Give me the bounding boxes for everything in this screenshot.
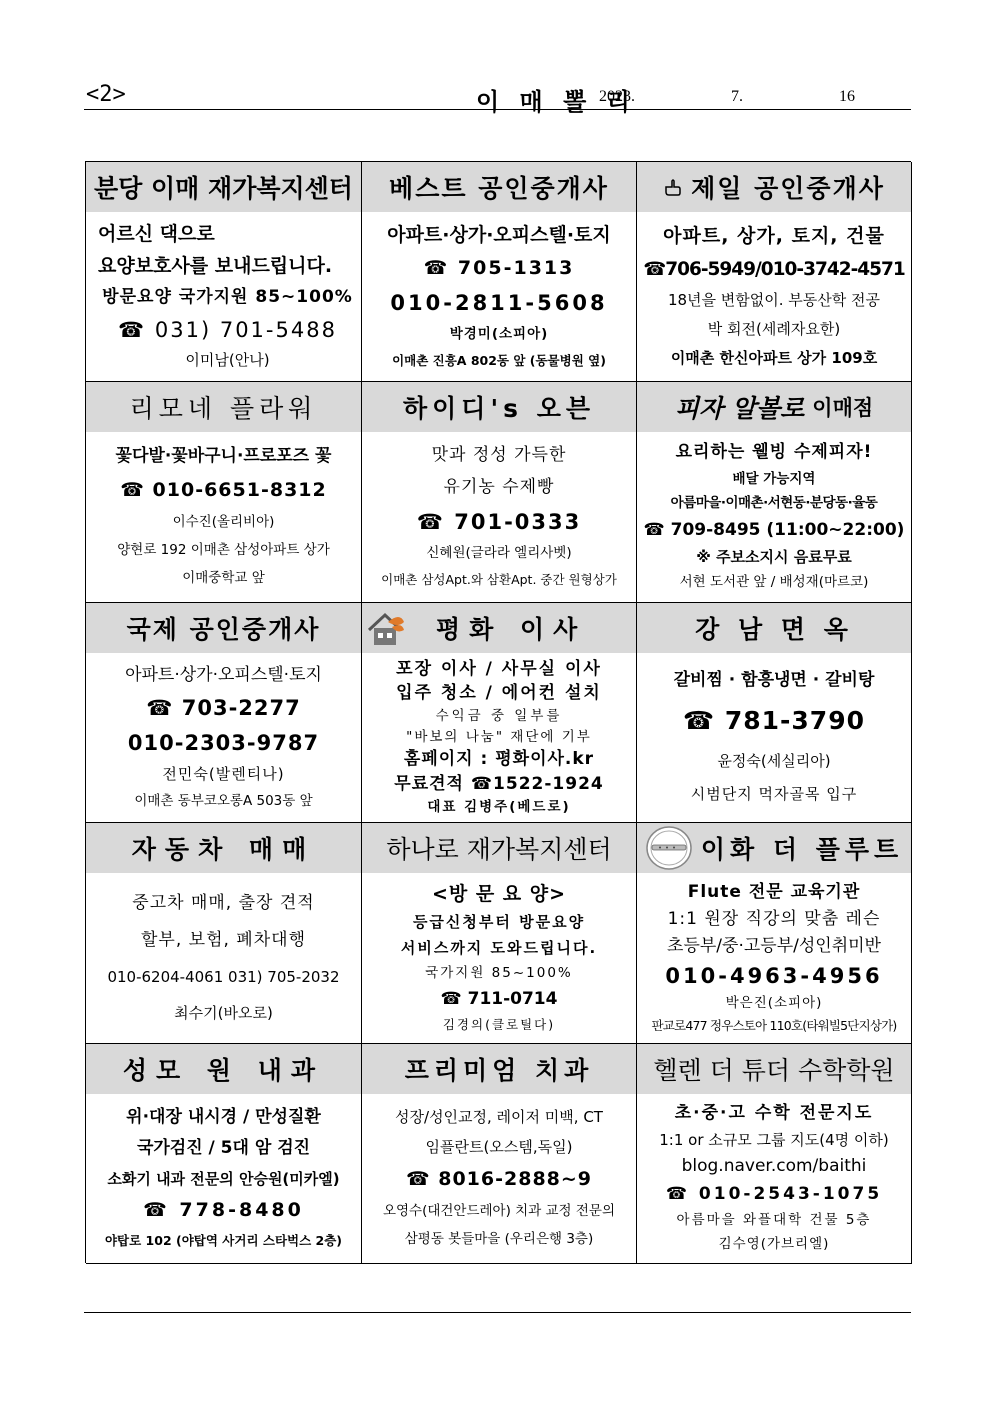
card-title: [86, 162, 361, 212]
card-address: 양현로 192 이매촌 삼성아파트 상가: [117, 541, 330, 558]
ad-card-heidi-oven: [362, 382, 637, 602]
card-line: 1:1 원장 직강의 맞춤 레슨: [667, 908, 881, 929]
card-address: 야탑로 102 (야탑역 사거리 스타벅스 2층): [104, 1233, 343, 1249]
card-phone: ☎ 031) 701-5488: [118, 317, 337, 342]
card-line: 맛과 정성 가득한: [431, 445, 567, 466]
card-title-text: 헬렌 더 튜더 수학학원: [653, 1055, 895, 1085]
card-phone: ☎ 8016-2888~9: [405, 1168, 593, 1191]
card-address: 삼평동 봇들마을 (우리은행 3층): [404, 1231, 594, 1248]
card-phone: ☎ 010-2543-1075: [665, 1184, 883, 1205]
card-address: 이매촌 진흥A 802동 앞 (동물병원 옆): [392, 352, 606, 368]
card-phone: 010-6204-4061 031) 705-2032: [107, 968, 340, 987]
card-line: 아파트·상가·오피스텔·토지: [125, 664, 322, 685]
card-title: [362, 162, 636, 212]
card-contact: 대표 김병주(베드로): [427, 798, 571, 815]
card-title-text: 이화 더 플루트: [700, 835, 904, 865]
card-line: 18년을 변함없이. 부동산학 전공: [667, 291, 881, 310]
card-line: 아름마을·이매촌·서현동·분당동·율동: [670, 495, 878, 512]
ad-card-premium-dental: [362, 1044, 637, 1264]
card-title-text: 하이디's 오븐: [403, 394, 595, 424]
card-title-text: 자동차 매매: [131, 835, 316, 865]
card-phone: ☎ 781-3790: [683, 706, 865, 736]
ad-card-seongmo-clinic: [86, 1044, 362, 1264]
card-phone: 010-2811-5608: [390, 291, 608, 316]
card-line: 서비스까지 도와드립니다.: [400, 938, 598, 957]
card-line: 국가검진 / 5대 암 검진: [136, 1138, 311, 1159]
card-address: 이매촌 한신아파트 상가 109호: [670, 349, 878, 368]
card-contact: 박경미(소피아): [449, 325, 549, 342]
card-address: 이매촌 동부코오롱A 503동 앞: [134, 792, 313, 809]
card-line: 어르신 댁으로: [98, 223, 215, 246]
card-phone: ☎ 701-0333: [416, 509, 582, 534]
card-title-text: 리모네 플라워: [129, 394, 318, 424]
card-contact: 박 회전(세례자요한): [707, 320, 841, 339]
ad-card-limone-flower: [86, 382, 362, 602]
footer-rule: [84, 1312, 911, 1313]
card-contact: 박은진(소피아): [725, 994, 823, 1011]
ad-card-hanaro-welfare: [362, 823, 637, 1043]
card-title: [637, 823, 911, 873]
card-contact: 이미남(안나): [185, 351, 270, 369]
card-phone: ☎ 705-1313: [423, 257, 575, 280]
card-line: 요양보호사를 보내드립니다.: [98, 255, 333, 278]
card-line: 1:1 or 소규모 그룹 지도(4명 이하): [659, 1130, 889, 1149]
ad-card-jeil-realty: [637, 162, 912, 382]
card-line: 국가지원 85~100%: [425, 964, 573, 981]
card-address: 아름마을 와플대학 건물 5층: [676, 1212, 872, 1229]
ad-card-helen-math: [637, 1044, 912, 1264]
issue-date: 2023. 7. 16: [599, 88, 855, 105]
card-address: 시범단지 먹자골목 입구: [690, 785, 858, 804]
card-phone: ☎ 778-8480: [143, 1199, 304, 1222]
card-line: 아파트, 상가, 토지, 건물: [663, 224, 885, 247]
card-line: 중고차 매매, 출장 견적: [132, 892, 315, 913]
ad-card-pizza-alvolo: [637, 382, 912, 602]
card-phone: 무료견적 ☎1522-1924: [394, 773, 604, 794]
card-title-text: 국제 공인중개사: [126, 614, 321, 644]
card-line: 포장 이사 / 사무실 이사: [396, 658, 602, 679]
card-title-text: 하나로 재가복지센터: [386, 835, 612, 865]
page-header: [84, 82, 911, 116]
hand-pointing-icon: [663, 177, 683, 197]
card-contact: 전민숙(발렌티나): [162, 764, 285, 783]
card-title: [362, 382, 636, 432]
ad-card-best-realty: [362, 162, 637, 382]
card-link: blog.naver.com/baithi: [681, 1156, 867, 1177]
card-line: 요리하는 웰빙 수제피자!: [675, 442, 873, 463]
card-contact: 이수진(올리비아): [172, 513, 275, 530]
card-title-text: 피자 알볼로: [674, 394, 805, 424]
newsletter-title: 이 매 뽈 리: [476, 88, 636, 116]
ad-card-pyeonghwa-moving: [362, 603, 637, 823]
ad-card-gukje-realty: [86, 603, 362, 823]
ad-card-bundang-welfare: [86, 162, 362, 382]
card-contact: 신혜원(글라라 엘리사벳): [426, 544, 572, 561]
header-rule: [84, 109, 911, 110]
card-line: 배달 가능지역: [732, 470, 816, 487]
card-line: 꽃다발·꽃바구니·프로포즈 꽃: [115, 446, 332, 467]
card-phone: ☎ 010-6651-8312: [120, 478, 327, 501]
ad-grid: [85, 161, 911, 1263]
card-title-text: 강 남 면 옥: [695, 614, 853, 644]
card-title-text: 분당 이매 재가복지센터: [94, 174, 353, 203]
card-line: 할부, 보험, 폐차대행: [141, 930, 306, 951]
card-line: 갈비찜 · 함흥냉면 · 갈비탕: [673, 670, 875, 691]
card-phone: ☎ 711-0714: [440, 988, 558, 1009]
card-contact: 김경의(클로틸다): [442, 1016, 556, 1032]
card-address: 이매중학교 앞: [182, 570, 265, 587]
ad-card-gangnam-myeonok: [637, 603, 912, 823]
card-line: 유기농 수제빵: [443, 477, 555, 497]
card-line: "바보의 나눔" 재단에 기부: [406, 728, 592, 745]
card-title: [86, 823, 361, 873]
card-phone: 010-2303-9787: [127, 730, 320, 755]
card-line: 등급신청부터 방문요양: [412, 913, 586, 932]
card-title: [637, 162, 911, 212]
card-phone: 010-4963-4956: [665, 963, 883, 988]
card-title: [362, 1044, 636, 1094]
card-line: 위·대장 내시경 / 만성질환: [126, 1106, 321, 1127]
card-title-text: 평화 이사: [436, 614, 587, 644]
card-line: 수익금 중 일부를: [435, 708, 563, 725]
card-title: [86, 603, 361, 653]
card-line: 초·중·고 수학 전문지도: [674, 1102, 874, 1123]
card-line: 입주 청소 / 에어컨 설치: [396, 683, 602, 704]
card-link: 홈페이지 : 평화이사.kr: [403, 749, 595, 770]
card-title: [362, 603, 636, 653]
card-title-text: 성모 원 내과: [122, 1055, 325, 1085]
card-line: 소화기 내과 전문의 안승원(미카엘): [107, 1170, 340, 1189]
ad-card-ewha-flute: [637, 823, 912, 1043]
card-title: [86, 1044, 361, 1094]
card-title-suffix: 이매점: [812, 396, 874, 421]
card-phone: ☎706-5949/010-3742-4571: [643, 259, 905, 281]
flute-logo-icon: [645, 825, 693, 871]
ad-card-car-trading: [86, 823, 362, 1043]
card-line: 초등부/중·고등부/성인취미반: [667, 935, 881, 956]
card-title: [637, 382, 911, 432]
card-address: 판교로477 정우스토아 110호(타워빌5단지상가): [651, 1017, 897, 1033]
card-line: 임플란트(오스템,독일): [425, 1137, 573, 1156]
card-contact: 김수영(가브리엘): [718, 1236, 830, 1253]
card-title-text: 제일 공인중개사: [691, 174, 885, 203]
card-contact: 최수기(바오로): [174, 1003, 273, 1022]
card-line: Flute 전문 교육기관: [687, 881, 861, 902]
card-address: 이매촌 삼성Apt.와 삼환Apt. 중간 원형상가: [381, 572, 617, 588]
card-line: 방문요양 국가지원 85~100%: [102, 287, 353, 308]
card-address: 서현 도서관 앞 / 배성재(마르코): [679, 574, 869, 591]
card-phone: ☎ 703-2277: [146, 695, 301, 720]
card-line: 성장/성인교정, 레이저 미백, CT: [395, 1107, 603, 1126]
page-number: <2>: [86, 82, 126, 107]
card-title: [86, 382, 361, 432]
card-title-text: 프리미엄 치과: [404, 1055, 594, 1085]
card-contact: 오영수(대건안드레아) 치과 교정 전문의: [382, 1202, 616, 1219]
card-title: [637, 603, 911, 653]
card-phone: ☎ 709-8495 (11:00~22:00): [643, 519, 905, 540]
card-line: 아파트·상가·오피스텔·토지: [387, 224, 611, 247]
card-line: <방 문 요 양>: [431, 882, 567, 905]
card-line: ※ 주보소지시 음료무료: [696, 548, 852, 567]
card-title: [637, 1044, 911, 1094]
card-contact: 윤정숙(세실리아): [717, 751, 831, 770]
house-logo-icon: [366, 608, 406, 648]
card-title: [362, 823, 636, 873]
card-title-text: 베스트 공인중개사: [389, 174, 609, 203]
